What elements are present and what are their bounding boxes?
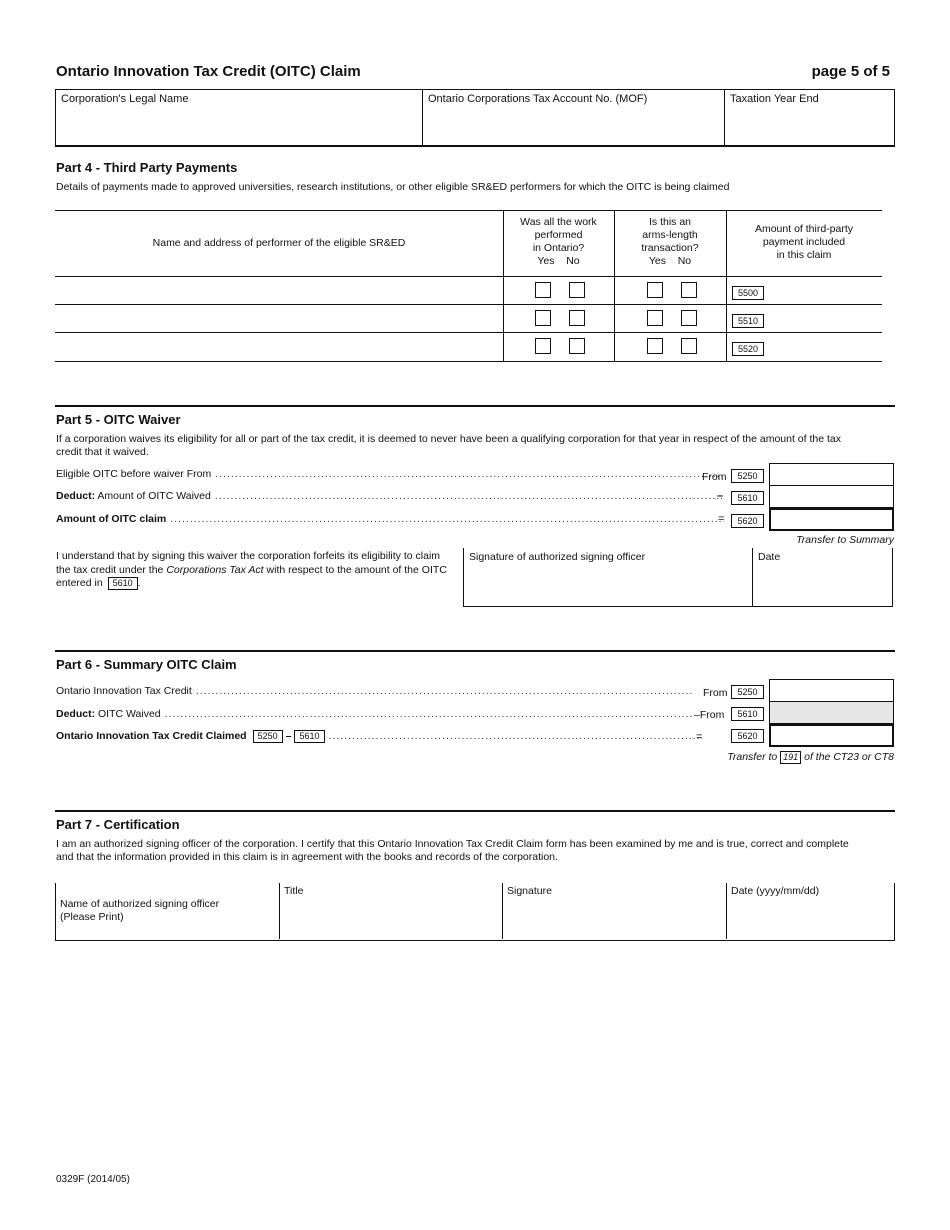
signature-label: Signature — [507, 885, 552, 897]
part4-description: Details of payments made to approved universities, research institutions, or other eligible SR&ED performers for which the OITC is being claimed — [56, 181, 730, 193]
deduct-label: Deduct: — [56, 490, 96, 502]
signing-officer-name-label: Name of authorized signing officer (Please Print) — [60, 898, 220, 923]
form-title: Ontario Innovation Tax Credit (OITC) Claim — [56, 63, 361, 80]
title-field[interactable] — [280, 883, 503, 939]
amount-input[interactable] — [767, 334, 882, 361]
arms-length-no-checkbox[interactable] — [681, 310, 697, 326]
header-fields — [55, 89, 895, 147]
third-party-table — [55, 210, 882, 362]
deduct-waived-line — [56, 708, 698, 720]
minus-from-label: –From — [694, 709, 725, 721]
no-label: No — [677, 255, 692, 267]
col-performer-header: Name and address of performer of the eligible SR&ED — [152, 237, 406, 249]
col-amount-header: Amount of third-party payment included in this claim — [754, 223, 854, 261]
no-label: No — [566, 255, 580, 267]
arms-length-yes-checkbox[interactable] — [647, 282, 663, 298]
part5-rule — [55, 405, 895, 407]
signature-field[interactable] — [503, 883, 727, 939]
oitc-claimed-line — [56, 730, 706, 743]
date-label: Date (yyyy/mm/dd) — [731, 885, 820, 897]
part5-description: If a corporation waives its eligibility for all or part of the tax credit, it is deemed to never have been a qualifying corporation for that year in respect of the amount of the tax credit that it waived. — [56, 433, 842, 458]
oitc-claimed-label: Ontario Innovation Tax Credit Claimed — [56, 730, 247, 742]
ontario-no-checkbox[interactable] — [569, 282, 585, 298]
eligible-oitc-label: Eligible OITC before waiver From — [56, 468, 212, 480]
tax-account-label: Ontario Corporations Tax Account No. (MOF) — [428, 93, 648, 105]
line-code: 5500 — [732, 286, 764, 300]
equals-sign: = — [718, 513, 725, 525]
ontario-yes-checkbox[interactable] — [535, 338, 551, 354]
oitc-claimed-amount-input[interactable] — [769, 724, 894, 747]
table-row-performer-input[interactable] — [55, 334, 503, 361]
tax-account-field[interactable] — [423, 90, 725, 146]
oitc-claim-line — [56, 513, 728, 525]
line-code-5620: 5620 — [731, 729, 764, 743]
part6-title: Part 6 - Summary OITC Claim — [56, 657, 237, 672]
arms-length-yes-checkbox[interactable] — [647, 310, 663, 326]
amount-input[interactable] — [767, 277, 882, 304]
oitc-waived-amount-input[interactable] — [769, 486, 894, 508]
line-code-5250: 5250 — [253, 730, 283, 743]
yes-label: Yes — [537, 255, 555, 267]
part6-rule — [55, 650, 895, 652]
part4-title: Part 4 - Third Party Payments — [56, 160, 238, 175]
ontario-yes-checkbox[interactable] — [535, 282, 551, 298]
transfer-note: Transfer to 191 of the CT23 or CT8 — [727, 751, 894, 763]
line-code-5250: 5250 — [731, 685, 764, 699]
date-label: Date — [758, 551, 781, 563]
line-code-5610: 5610 — [294, 730, 324, 743]
title-label: Title — [284, 885, 304, 897]
legal-name-label: Corporation's Legal Name — [61, 93, 189, 105]
line-code-191: 191 — [780, 751, 801, 764]
arms-length-no-checkbox[interactable] — [681, 282, 697, 298]
arms-length-no-checkbox[interactable] — [681, 338, 697, 354]
waiver-date-field[interactable] — [752, 548, 893, 607]
part5-title: Part 5 - OITC Waiver — [56, 412, 181, 427]
oitc-claim-label: Amount of OITC claim — [56, 513, 167, 525]
ontario-no-checkbox[interactable] — [569, 338, 585, 354]
minus-sign: – — [717, 490, 724, 502]
col-arms-length-header: Is this an arms-length transaction? Yes No — [641, 216, 699, 267]
line-code: 5520 — [732, 342, 764, 356]
taxation-year-end-field[interactable] — [725, 90, 893, 146]
oitc-waived-label: Amount of OITC Waived — [95, 490, 211, 502]
col-ontario-header: Was all the work performed in Ontario? Yes No — [520, 216, 597, 267]
oitc-amount-input[interactable] — [769, 679, 894, 702]
transfer-to-summary-note: Transfer to Summary — [796, 534, 894, 546]
line-code-5610: 5610 — [731, 491, 764, 505]
deduct-label: Deduct: — [56, 708, 96, 720]
line-code: 5510 — [732, 314, 764, 328]
oitc-line — [56, 685, 698, 697]
line-code-5610: 5610 — [731, 707, 764, 721]
part7-title: Part 7 - Certification — [56, 817, 180, 832]
oitc-waived-amount-display — [769, 702, 894, 724]
table-row-performer-input[interactable] — [55, 305, 503, 332]
page-number: page 5 of 5 — [811, 63, 890, 80]
taxation-year-end-label: Taxation Year End — [730, 93, 819, 105]
form-code: 0329F (2014/05) — [56, 1174, 130, 1185]
from-label: From — [703, 687, 728, 699]
yes-label: Yes — [648, 255, 667, 267]
eligible-oitc-line — [56, 468, 728, 480]
oitc-waived-label: OITC Waived — [95, 708, 161, 720]
date-field[interactable] — [727, 883, 893, 939]
arms-length-yes-checkbox[interactable] — [647, 338, 663, 354]
oitc-claim-amount-input[interactable] — [769, 508, 894, 531]
waiver-signature-field[interactable] — [463, 548, 753, 607]
equals-sign: = — [696, 731, 703, 743]
part7-rule — [55, 810, 895, 812]
line-code-5250: 5250 — [731, 469, 764, 483]
legal-name-field[interactable] — [56, 90, 423, 146]
table-row-performer-input[interactable] — [55, 277, 503, 304]
part7-description: I am an authorized signing officer of the corporation. I certify that this Ontario Innovation Tax Credit Claim form has been examined by me and is true, correct and complete and that the information provided in this claim is in agreement with the books and records of the corporation. — [56, 838, 849, 863]
minus-sign: – — [285, 730, 292, 742]
line-code-5610: 5610 — [108, 577, 138, 590]
ontario-no-checkbox[interactable] — [569, 310, 585, 326]
line-code-5620: 5620 — [731, 514, 764, 528]
certification-fields — [55, 883, 895, 941]
amount-input[interactable] — [767, 305, 882, 332]
ontario-yes-checkbox[interactable] — [535, 310, 551, 326]
signature-label: Signature of authorized signing officer — [469, 551, 646, 563]
deduct-waived-line — [56, 490, 728, 502]
from-label: From — [702, 471, 727, 483]
signing-officer-name-field[interactable] — [56, 883, 280, 939]
eligible-oitc-amount-input[interactable] — [769, 463, 894, 486]
waiver-statement: I understand that by signing this waiver the corporation forfeits its eligibility to claim the tax credit under the Corporations Tax Act with respect to the amount of the OITC entered in 5610 . — [56, 550, 447, 589]
oitc-label: Ontario Innovation Tax Credit — [56, 685, 192, 697]
